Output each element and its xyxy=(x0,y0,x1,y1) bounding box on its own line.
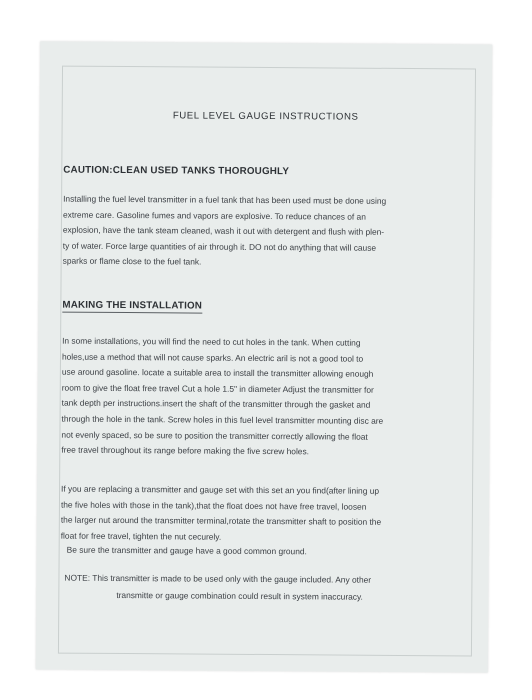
caution-text-line: sparks or flame close to the fuel tank. xyxy=(62,255,202,267)
installation-text-line: free travel throughout its range before making the five screw holes. xyxy=(61,444,310,457)
installation-text-line: tank depth per instructions.insert the shaft of the transmitter through the gasket and xyxy=(61,397,371,411)
installation-text-line: the larger nut around the transmitter terminal,rotate the transmitter shaft to position the xyxy=(60,514,382,528)
installation-text-line: If you are replacing a transmitter and gauge set with this set an you find(after lining up xyxy=(61,483,380,496)
caution-paragraph xyxy=(63,192,464,273)
caution-heading: CAUTION:CLEAN USED TANKS THOROUGHLY xyxy=(63,164,290,178)
installation-text-line: not evenly spaced, so be sure to position the transmitter correctly allowing the float xyxy=(61,429,368,442)
caution-text-line: extreme care. Gasoline fumes and vapors are explosive. To reduce chances of an xyxy=(62,209,366,222)
installation-paragraph-2 xyxy=(61,482,461,547)
installation-text-line: float for free travel, tighten the nut cecurely. xyxy=(60,530,222,542)
caution-text-line: explosion, have the tank steam cleaned, wash it out with detergent and flush with plen- xyxy=(62,224,385,238)
installation-text-line: the five holes with those in the tank),that the float does not have free travel, loosen xyxy=(60,499,367,512)
installation-text-line: through the hole in the tank. Screw holes in this fuel level transmitter mounting disc are xyxy=(61,413,384,426)
caution-text-line: Installing the fuel level transmitter in a fuel tank that has been used must be done using xyxy=(63,193,387,206)
ground-note: Be sure the transmitter and gauge have a good common ground. xyxy=(66,544,307,557)
caution-text-line: ty of water. Force large quantities of air through it. DO not do anything that will cause xyxy=(62,240,377,253)
document-title: FUEL LEVEL GAUGE INSTRUCTIONS xyxy=(172,110,359,123)
installation-text-line: In some installations, you will find the need to cut holes in the tank. When cutting xyxy=(62,335,361,348)
instruction-sheet xyxy=(36,41,492,672)
installation-paragraph-1 xyxy=(61,334,462,462)
installation-heading: MAKING THE INSTALLATION xyxy=(62,299,203,312)
installation-text-line: room to give the float free travel Cut a hole 1.5" in diameter Adjust the transmitter for xyxy=(61,382,374,395)
note-line-1: NOTE: This transmitter is made to be used only with the gauge included. Any other xyxy=(64,572,372,585)
installation-text-line: use around gasoline. locate a suitable area to install the transmitter allowing enough xyxy=(61,366,374,379)
note-line-2: transmitte or gauge combination could result in system inaccuracy. xyxy=(116,589,363,602)
installation-text-line: holes,use a method that will not cause sparks. An electric aril is not a good tool to xyxy=(61,351,364,364)
